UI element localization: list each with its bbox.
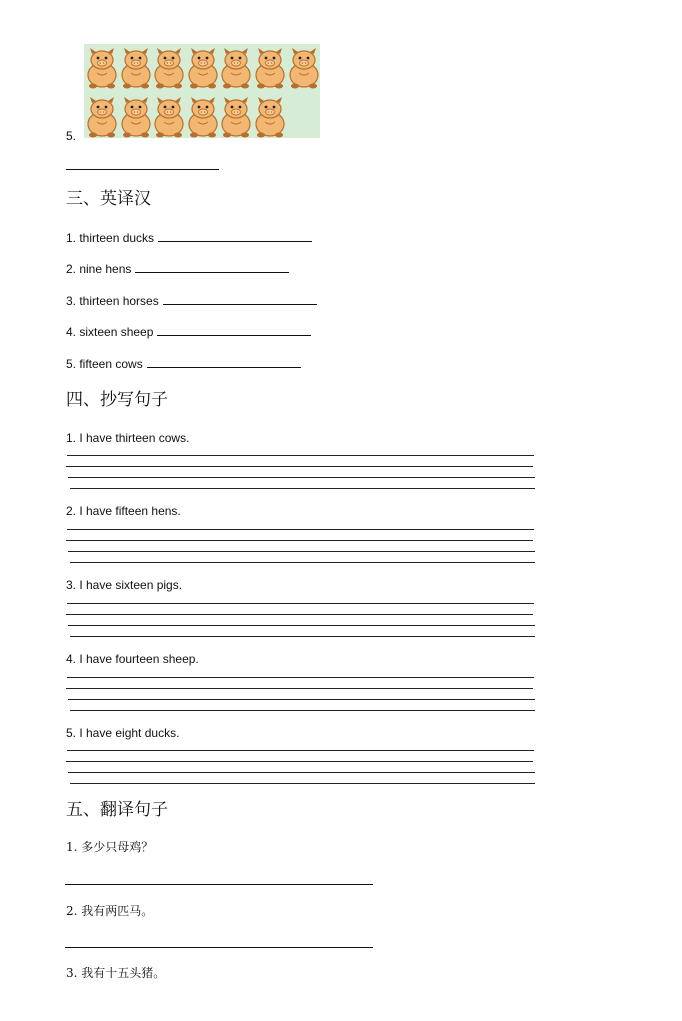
answer-line[interactable] bbox=[65, 884, 373, 885]
writing-line[interactable] bbox=[68, 699, 535, 700]
pig-icon bbox=[187, 47, 219, 89]
writing-line[interactable] bbox=[67, 529, 534, 530]
writing-line[interactable] bbox=[67, 677, 534, 678]
writing-line[interactable] bbox=[70, 710, 535, 711]
writing-line[interactable] bbox=[66, 466, 533, 467]
writing-line[interactable] bbox=[67, 750, 534, 751]
writing-line[interactable] bbox=[67, 603, 534, 604]
pig-icon bbox=[153, 96, 185, 138]
section5-item-3: 3. 我有十五头猪。 bbox=[66, 966, 166, 980]
answer-blank[interactable] bbox=[135, 262, 289, 273]
pig-icon bbox=[288, 47, 320, 89]
writing-line[interactable] bbox=[68, 625, 535, 626]
section4-item-5: 5. I have eight ducks. bbox=[66, 726, 180, 740]
answer-blank[interactable] bbox=[163, 294, 317, 305]
section3-item-4: 4. sixteen sheep bbox=[66, 325, 311, 339]
section4-item-3: 3. I have sixteen pigs. bbox=[66, 578, 183, 592]
section3-item-1: 1. thirteen ducks bbox=[66, 231, 312, 245]
writing-line[interactable] bbox=[67, 455, 534, 456]
writing-line[interactable] bbox=[70, 636, 535, 637]
pig-icon bbox=[153, 47, 185, 89]
section4-item-1: 1. I have thirteen cows. bbox=[66, 431, 190, 445]
writing-line[interactable] bbox=[70, 783, 535, 784]
section4-title: 四、抄写句子 bbox=[66, 390, 168, 410]
pig-icon bbox=[254, 47, 286, 89]
section3-title: 三、英译汉 bbox=[66, 189, 151, 209]
pig-icon bbox=[86, 96, 118, 138]
section5-item-2: 2. 我有两匹马。 bbox=[66, 904, 154, 918]
pig-icon bbox=[120, 47, 152, 89]
section3-item-2: 2. nine hens bbox=[66, 262, 289, 276]
section4-item-4: 4. I have fourteen sheep. bbox=[66, 652, 199, 666]
answer-blank[interactable] bbox=[157, 325, 311, 336]
writing-line[interactable] bbox=[68, 477, 535, 478]
pig-icon bbox=[254, 96, 286, 138]
answer-blank[interactable] bbox=[147, 357, 301, 368]
section4-item-2: 2. I have fifteen hens. bbox=[66, 504, 181, 518]
writing-line[interactable] bbox=[70, 562, 535, 563]
writing-line[interactable] bbox=[68, 551, 535, 552]
pig-icon bbox=[120, 96, 152, 138]
pig-icon bbox=[86, 47, 118, 89]
writing-line[interactable] bbox=[66, 614, 533, 615]
answer-blank[interactable] bbox=[158, 231, 312, 242]
pig-icon bbox=[220, 47, 252, 89]
writing-line[interactable] bbox=[66, 761, 533, 762]
section5-item-1: 1. 多少只母鸡？ bbox=[66, 840, 154, 854]
section3-item-5: 5. fifteen cows bbox=[66, 357, 301, 371]
picture-question-number: 5. bbox=[66, 129, 77, 143]
pig-icon bbox=[187, 96, 219, 138]
pig-icon bbox=[220, 96, 252, 138]
writing-line[interactable] bbox=[66, 688, 533, 689]
answer-line-picture[interactable] bbox=[66, 169, 219, 170]
section5-title: 五、翻译句子 bbox=[66, 800, 168, 820]
pig-picture bbox=[84, 44, 320, 138]
writing-line[interactable] bbox=[70, 488, 535, 489]
section3-item-3: 3. thirteen horses bbox=[66, 294, 317, 308]
writing-line[interactable] bbox=[68, 772, 535, 773]
writing-line[interactable] bbox=[66, 540, 533, 541]
answer-line[interactable] bbox=[65, 947, 373, 948]
